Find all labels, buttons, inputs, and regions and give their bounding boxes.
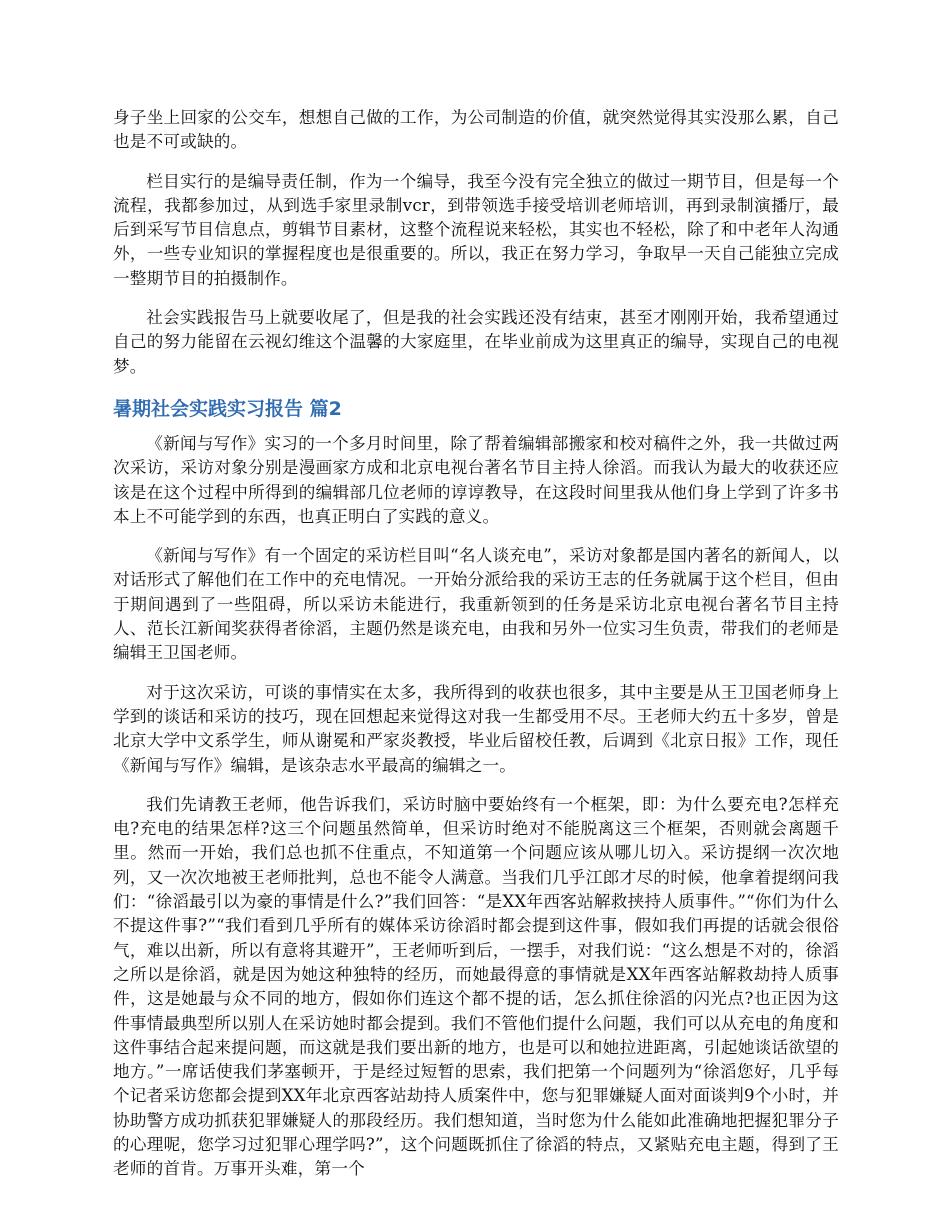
- paragraph: 《新闻与写作》实习的一个多月时间里，除了帮着编辑部搬家和校对稿件之外，我一共做过两次采访，采访对象分别是漫画家方成和北京电视台著名节目主持人徐滔。而我认为最大的收获还应该是在这个过程中所得到的编辑部几位老师的谆谆教导，在这段时间里我从他们身上学到了许多书本上不可能学到的东西，也真正明白了实践的意义。: [113, 433, 839, 526]
- document-page: [113, 106, 839, 1197]
- paragraph: 栏目实行的是编导责任制，作为一个编导，我至今没有完全独立的做过一期节目，但是每一个流程，我都参加过，从到选手家里录制vcr，到带领选手接受培训老师培训，再到录制演播厅，最后到采写节目信息点，剪辑节目素材，这整个流程说来轻松，其实也不轻松，除了和中老年人沟通外，一些专业知识的掌握程度也是很重要的。所以，我正在努力学习，争取早一天自己能独立完成一整期节目的拍摄制作。: [113, 171, 839, 288]
- paragraph: 我们先请教王老师，他告诉我们，采访时脑中要始终有一个框架，即：为什么要充电?怎样充电?充电的结果怎样?这三个问题虽然简单，但采访时绝对不能脱离这三个框架，否则就会离题千里。然而一开始，我们总也抓不住重点，不知道第一个问题应该从哪儿切入。采访提纲一次次地列，又一次次地被王老师批判，总也不能令人满意。当我们几乎江郎才尽的时候，他拿着提纲问我们：“徐滔最引以为豪的事情是什么?”我们回答：“是XX年西客站解救挟持人质事件。”“你们为什么不提这件事?”“我们看到几乎所有的媒体采访徐滔时都会提到这件事，假如我们再提的话就会很俗气，难以出新，所以有意将其避开”，王老师听到后，一摆手，对我们说：“这么想是不对的，徐滔之所以是徐滔，就是因为她这种独特的经历，而她最得意的事情就是XX年西客站解救劫持人质事件，这是她最与众不同的地方，假如你们连这个都不提的话，怎么抓住徐滔的闪光点?也正因为这件事情最典型所以别人在采访她时都会提到。我们不管他们提什么问题，我们可以从充电的角度和这件事结合起来提问题，而这就是我们要出新的地方，也是可以和她拉进距离，引起她谈话欲望的地方。”一席话使我们茅塞顿开，于是经过短暂的思索，我们把第一个问题列为“徐滔您好，几乎每个记者采访您都会提到XX年北京西客站劫持人质案件中，您与犯罪嫌疑人面对面谈判9个小时，并协助警方成功抓获犯罪嫌疑人的那段经历。我们想知道，当时您为什么能如此准确地把握犯罪分子的心理呢，您学习过犯罪心理学吗?”，这个问题既抓住了徐滔的特点，又紧贴充电主题，得到了王老师的首肯。万事开头难，第一个: [113, 794, 839, 1179]
- section-heading: 暑期社会实践实习报告 篇2: [113, 397, 342, 420]
- paragraph: 对于这次采访，可谈的事情实在太多，我所得到的收获也很多，其中主要是从王卫国老师身上学到的谈话和采访的技巧，现在回想起来觉得这对我一生都受用不尽。王老师大约五十多岁，曾是北京大学中文系学生，师从谢冕和严家炎教授，毕业后留校任教，后调到《北京日报》工作，现任《新闻与写作》编辑，是该杂志水平最高的编辑之一。: [113, 682, 839, 775]
- paragraph: 《新闻与写作》有一个固定的采访栏目叫“名人谈充电”，采访对象都是国内著名的新闻人，以对话形式了解他们在工作中的充电情况。一开始分派给我的采访王志的任务就属于这个栏目，但由于期间遇到了一些阻碍，所以采访未能进行，我重新领到的任务是采访北京电视台著名节目主持人、范长江新闻奖获得者徐滔，主题仍然是谈充电，由我和另外一位实习生负责，带我们的老师是编辑王卫国老师。: [113, 546, 839, 663]
- paragraph: 社会实践报告马上就要收尾了，但是我的社会实践还没有结束，甚至才刚刚开始，我希望通过自己的努力能留在云视幻维这个温馨的大家庭里，在毕业前成为这里真正的编导，实现自己的电视梦。: [113, 308, 839, 376]
- paragraph: 身子坐上回家的公交车，想想自己做的工作，为公司制造的价值，就突然觉得其实没那么累，自己也是不可或缺的。: [113, 108, 839, 152]
